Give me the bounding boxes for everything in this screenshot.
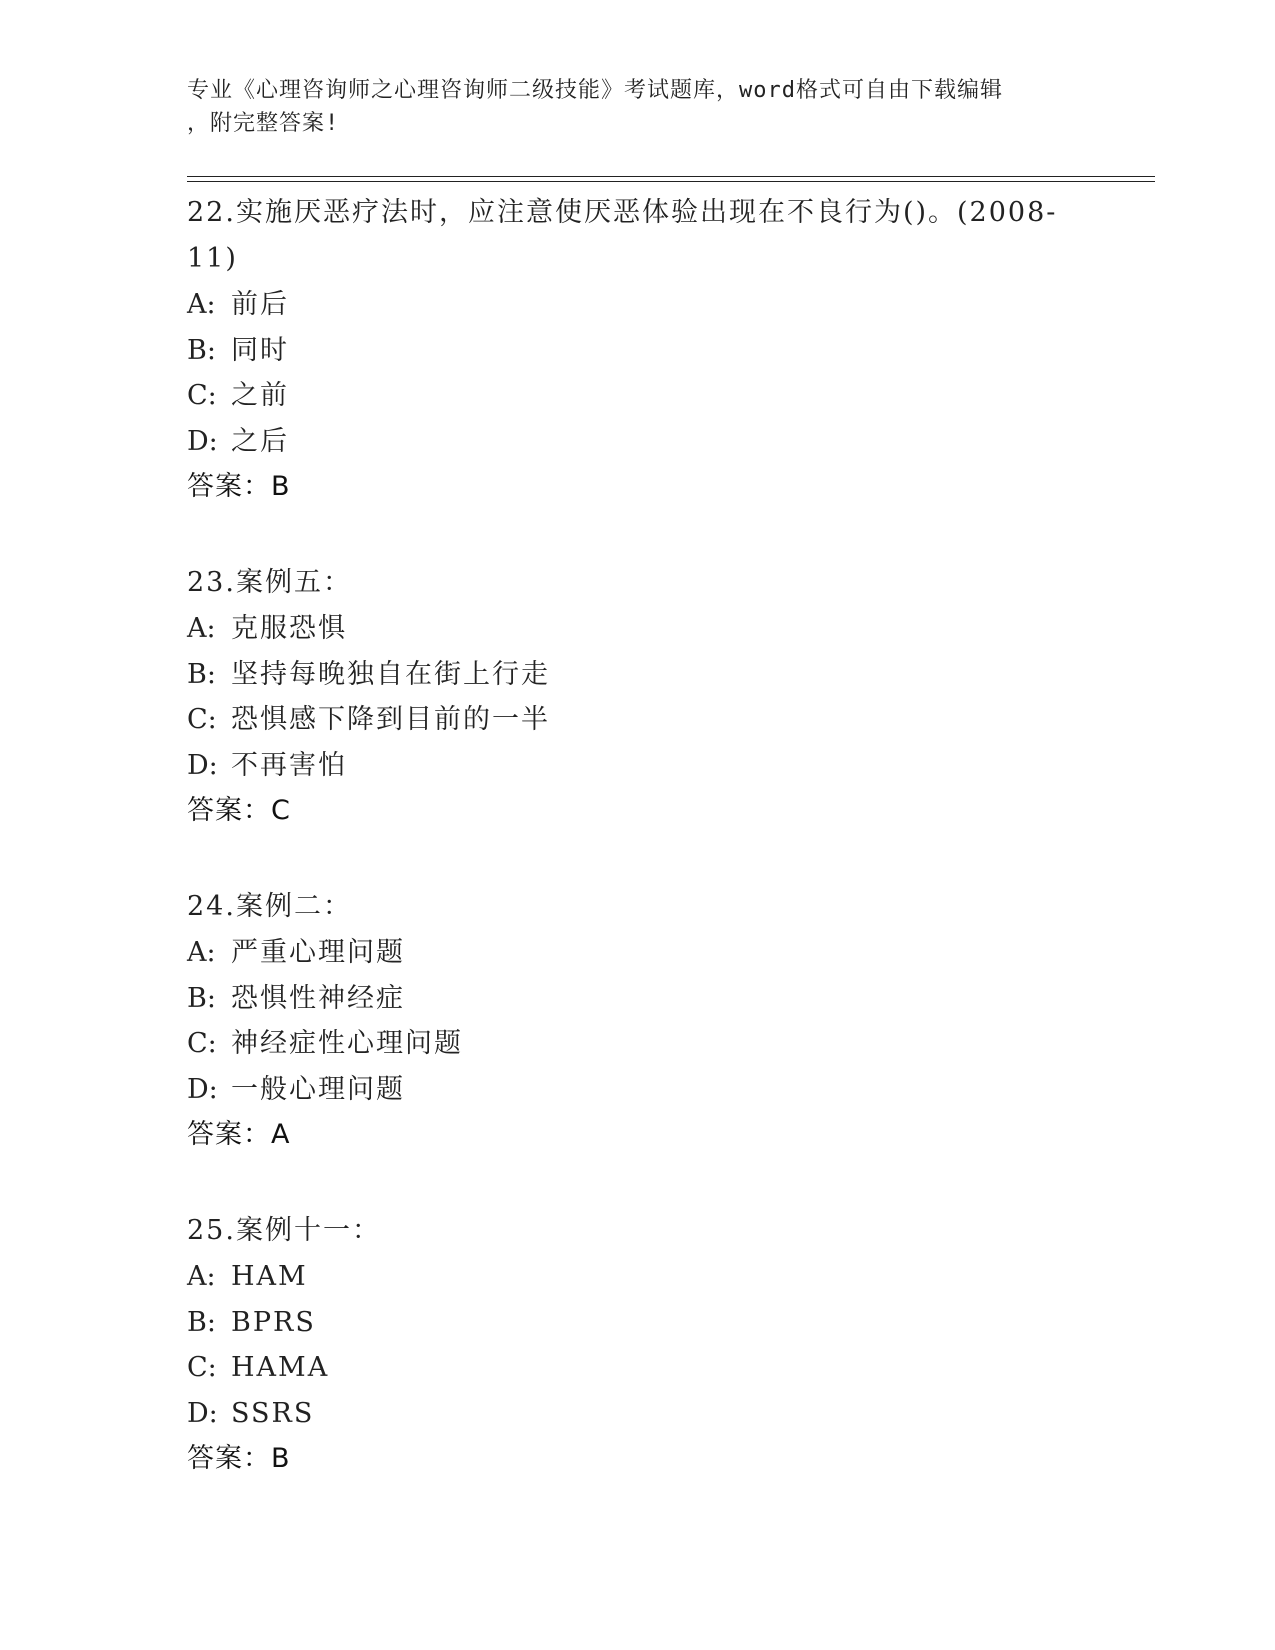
option-text: HAMA [231,1352,330,1383]
option-c [187,1345,1087,1391]
option-text: 严重心理问题 [231,937,405,968]
question-list [187,190,1087,1532]
option-key: C: [187,704,217,735]
option-d [187,1391,1087,1437]
header-line-1: 专业《心理咨询师之心理咨询师二级技能》考试题库，word格式可自由下载编辑 [187,78,1003,103]
option-text: 之后 [231,425,289,457]
option-key: A: [187,937,216,968]
question-22 [187,190,1087,510]
option-text: 坚持每晚独自在街上行走 [231,658,550,690]
question-stem: 25.案例十一： [187,1215,381,1246]
option-d [187,1067,1087,1113]
question-stem: 23.案例五： [187,567,352,598]
option-text: 不再害怕 [231,749,347,781]
question-24 [187,884,1087,1158]
option-text: 同时 [231,334,289,366]
option-b [187,328,1087,374]
option-a [187,930,1087,976]
option-a [187,282,1087,328]
option-text: 恐惧感下降到目前的一半 [231,704,550,735]
option-c [187,373,1087,419]
answer-line: 答案：C [187,795,291,826]
option-key: B: [187,1306,216,1338]
option-text: 神经症性心理问题 [231,1028,463,1059]
option-text: HAM [231,1261,308,1292]
option-key: C: [187,1028,217,1059]
document-header [187,74,1087,140]
option-text: SSRS [231,1397,315,1429]
option-a [187,606,1087,652]
option-text: 恐惧性神经症 [231,982,405,1014]
option-b [187,1300,1087,1346]
header-divider-bottom [187,181,1155,182]
option-text: 之前 [231,380,289,411]
option-text: 克服恐惧 [231,613,347,644]
option-key: D: [187,1073,218,1105]
option-b [187,652,1087,698]
option-b [187,976,1087,1022]
option-a [187,1254,1087,1300]
answer-line: 答案：A [187,1119,291,1150]
question-stem: 22.实施厌恶疗法时，应注意使厌恶体验出现在不良行为()。(2008- [187,197,1058,228]
answer-line: 答案：B [187,1443,291,1474]
option-d [187,743,1087,789]
option-key: A: [187,289,216,320]
option-text: BPRS [231,1306,316,1338]
option-key: B: [187,658,216,690]
header-divider-top [187,176,1155,177]
header-line-2: ，附完整答案! [187,111,340,136]
option-d [187,419,1087,465]
option-key: C: [187,1352,217,1383]
option-key: C: [187,380,217,411]
question-stem-continued: 11) [187,243,238,274]
option-key: D: [187,749,218,781]
option-key: B: [187,334,216,366]
option-text: 一般心理问题 [231,1073,405,1105]
option-key: A: [187,613,216,644]
question-stem: 24.案例二： [187,891,352,922]
answer-line: 答案：B [187,471,291,502]
option-key: A: [187,1261,216,1292]
option-key: B: [187,982,216,1014]
option-c [187,1021,1087,1067]
question-23 [187,560,1087,834]
option-c [187,697,1087,743]
option-key: D: [187,425,218,457]
option-text: 前后 [231,289,289,320]
option-key: D: [187,1397,218,1429]
question-25 [187,1208,1087,1482]
